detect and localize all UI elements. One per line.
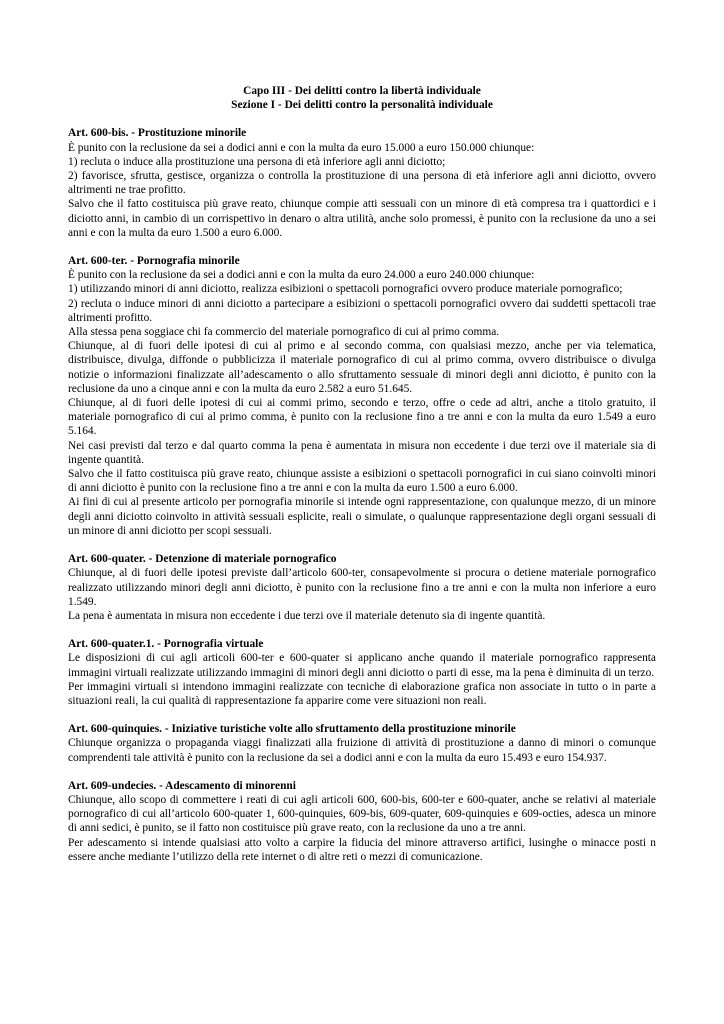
paragraph: È punito con la reclusione da sei a dodici anni e con la multa da euro 24.000 a euro 240.000 chiunque: <box>68 269 535 282</box>
paragraph: Ai fini di cui al presente articolo per pornografia minorile si intende ogni rappresentazione, con qualunque mezzo, di un minore degli anni diciotto coinvolto in attività sessuali esplicite, reali o simulate, o qualunque rappresentazione degli organi sessuali di un minore di anni diciotto per scopi sessuali. <box>68 496 656 537</box>
paragraph: Per adescamento si intende qualsiasi atto volto a carpire la fiducia del minore attraverso artifici, lusinghe o minacce posti n essere anche mediante l’utilizzo della rete internet o di altre reti o mezzi di comunicazione. <box>68 836 656 863</box>
article-600-quater <box>68 552 656 623</box>
article-title: Art. 600-bis. - Prostituzione minorile <box>68 127 247 140</box>
paragraph: Chiunque, al di fuori delle ipotesi di cui ai commi primo, secondo e terzo, offre o cede ad altri, anche a titolo gratuito, il materiale pornografico di cui al primo comma, è punito con la reclusione fino a tre anni e con la multa da euro 1.549 a euro 5.164. <box>68 397 656 438</box>
paragraph: La pena è aumentata in misura non eccedente i due terzi ove il materiale detenuto sia di ingente quantità. <box>68 609 546 622</box>
article-600-ter <box>68 254 656 538</box>
article-600-quater-1 <box>68 637 656 708</box>
paragraph: Chiunque organizza o propaganda viaggi finalizzati alla fruizione di attività di prostituzione a danno di minori o comunque comprendenti tale attività è punito con la reclusione da sei a dodici anni e con la multa da euro 15.493 e euro 154.937. <box>68 737 656 764</box>
paragraph: 1) utilizzando minori di anni diciotto, realizza esibizioni o spettacoli pornografici ovvero produce materiale pornografico; <box>68 283 623 296</box>
article-609-undecies <box>68 779 656 864</box>
paragraph: 1) recluta o induce alla prostituzione una persona di età inferiore agli anni diciotto; <box>68 155 446 168</box>
chapter-heading-block <box>68 84 656 112</box>
paragraph: Per immagini virtuali si intendono immagini realizzate con tecniche di elaborazione grafica non associate in tutto o in parte a situazioni reali, la cui qualità di rappresentazione fa apparire come vere situazioni non reali. <box>68 680 656 707</box>
article-600-bis <box>68 126 656 240</box>
paragraph: Salvo che il fatto costituisca più grave reato, chiunque compie atti sessuali con un minore di età compresa tra i quattordici e i diciotto anni, in cambio di un corrispettivo in denaro o altra utilità, anche solo promessi, è punito con la reclusione da uno a sei anni e con la multa da euro 1.500 a euro 6.000. <box>68 198 656 239</box>
paragraph: È punito con la reclusione da sei a dodici anni e con la multa da euro 15.000 a euro 150.000 chiunque: <box>68 141 535 154</box>
paragraph: Chiunque, allo scopo di commettere i reati di cui agli articoli 600, 600-bis, 600-ter e 600-quater, anche se relativi al materiale pornografico di cui all’articolo 600-quater 1, 600-quinquies, 609-bis, 609-quater, 609-quinquies e 609-octies, adesca un minore di anni sedici, è punito, se il fatto non costituisce più grave reato, con la reclusione da uno a tre anni. <box>68 793 656 835</box>
article-title: Art. 600-quater. - Detenzione di materiale pornografico <box>68 553 337 566</box>
article-title: Art. 600-quater.1. - Pornografia virtuale <box>68 638 264 651</box>
article-title: Art. 609-undecies. - Adescamento di minorenni <box>68 779 296 792</box>
paragraph: Nei casi previsti dal terzo e dal quarto comma la pena è aumentata in misura non eccedente i due terzi ove il materiale sia di ingente quantità. <box>68 439 656 466</box>
article-title: Art. 600-quinquies. - Iniziative turistiche volte allo sfruttamento della prostituzione minorile <box>68 723 516 736</box>
paragraph: Salvo che il fatto costituisca più grave reato, chiunque assiste a esibizioni o spettacoli pornografici in cui siano coinvolti minori di anni diciotto è punito con la reclusione fino a tre anni e con la multa da euro 1.500 a euro 6.000. <box>68 468 656 495</box>
paragraph: Le disposizioni di cui agli articoli 600-ter e 600-quater si applicano anche quando il materiale pornografico rappresenta immagini virtuali realizzate utilizzando immagini di minori degli anni diciotto o parti di esse, ma la pena è diminuita di un terzo. <box>68 652 656 679</box>
paragraph: Chiunque, al di fuori delle ipotesi previste dall’articolo 600-ter, consapevolmente si procura o detiene materiale pornografico realizzato utilizzando minori degli anni diciotto, è punito con la reclusione fino a tre anni e con la multa non inferiore a euro 1.549. <box>68 567 656 608</box>
chapter-title: Capo III - Dei delitti contro la libertà individuale <box>243 85 481 97</box>
section-title: Sezione I - Dei delitti contro la personalità individuale <box>231 99 493 112</box>
paragraph: 2) recluta o induce minori di anni diciotto a partecipare a esibizioni o spettacoli pornografici ovvero dai suddetti spettacoli trae altrimenti profitto. <box>68 297 656 324</box>
paragraph: Chiunque, al di fuori delle ipotesi di cui al primo e al secondo comma, con qualsiasi mezzo, anche per via telematica, distribuisce, divulga, diffonde o pubblicizza il materiale pornografico di cui al primo comma, ovvero distribuisce o divulga notizie o informazioni finalizzate all’adescamento o allo sfruttamento sessuale di minori degli anni diciotto, è punito con la reclusione da uno a cinque anni e con la multa da euro 2.582 a euro 51.645. <box>68 340 656 395</box>
paragraph: Alla stessa pena soggiace chi fa commercio del materiale pornografico di cui al primo comma. <box>68 326 500 339</box>
article-title: Art. 600-ter. - Pornografia minorile <box>68 255 240 268</box>
article-600-quinquies <box>68 722 656 765</box>
paragraph: 2) favorisce, sfrutta, gestisce, organizza o controlla la prostituzione di una persona di età inferiore agli anni diciotto, ovvero altrimenti ne trae profitto. <box>68 170 656 197</box>
